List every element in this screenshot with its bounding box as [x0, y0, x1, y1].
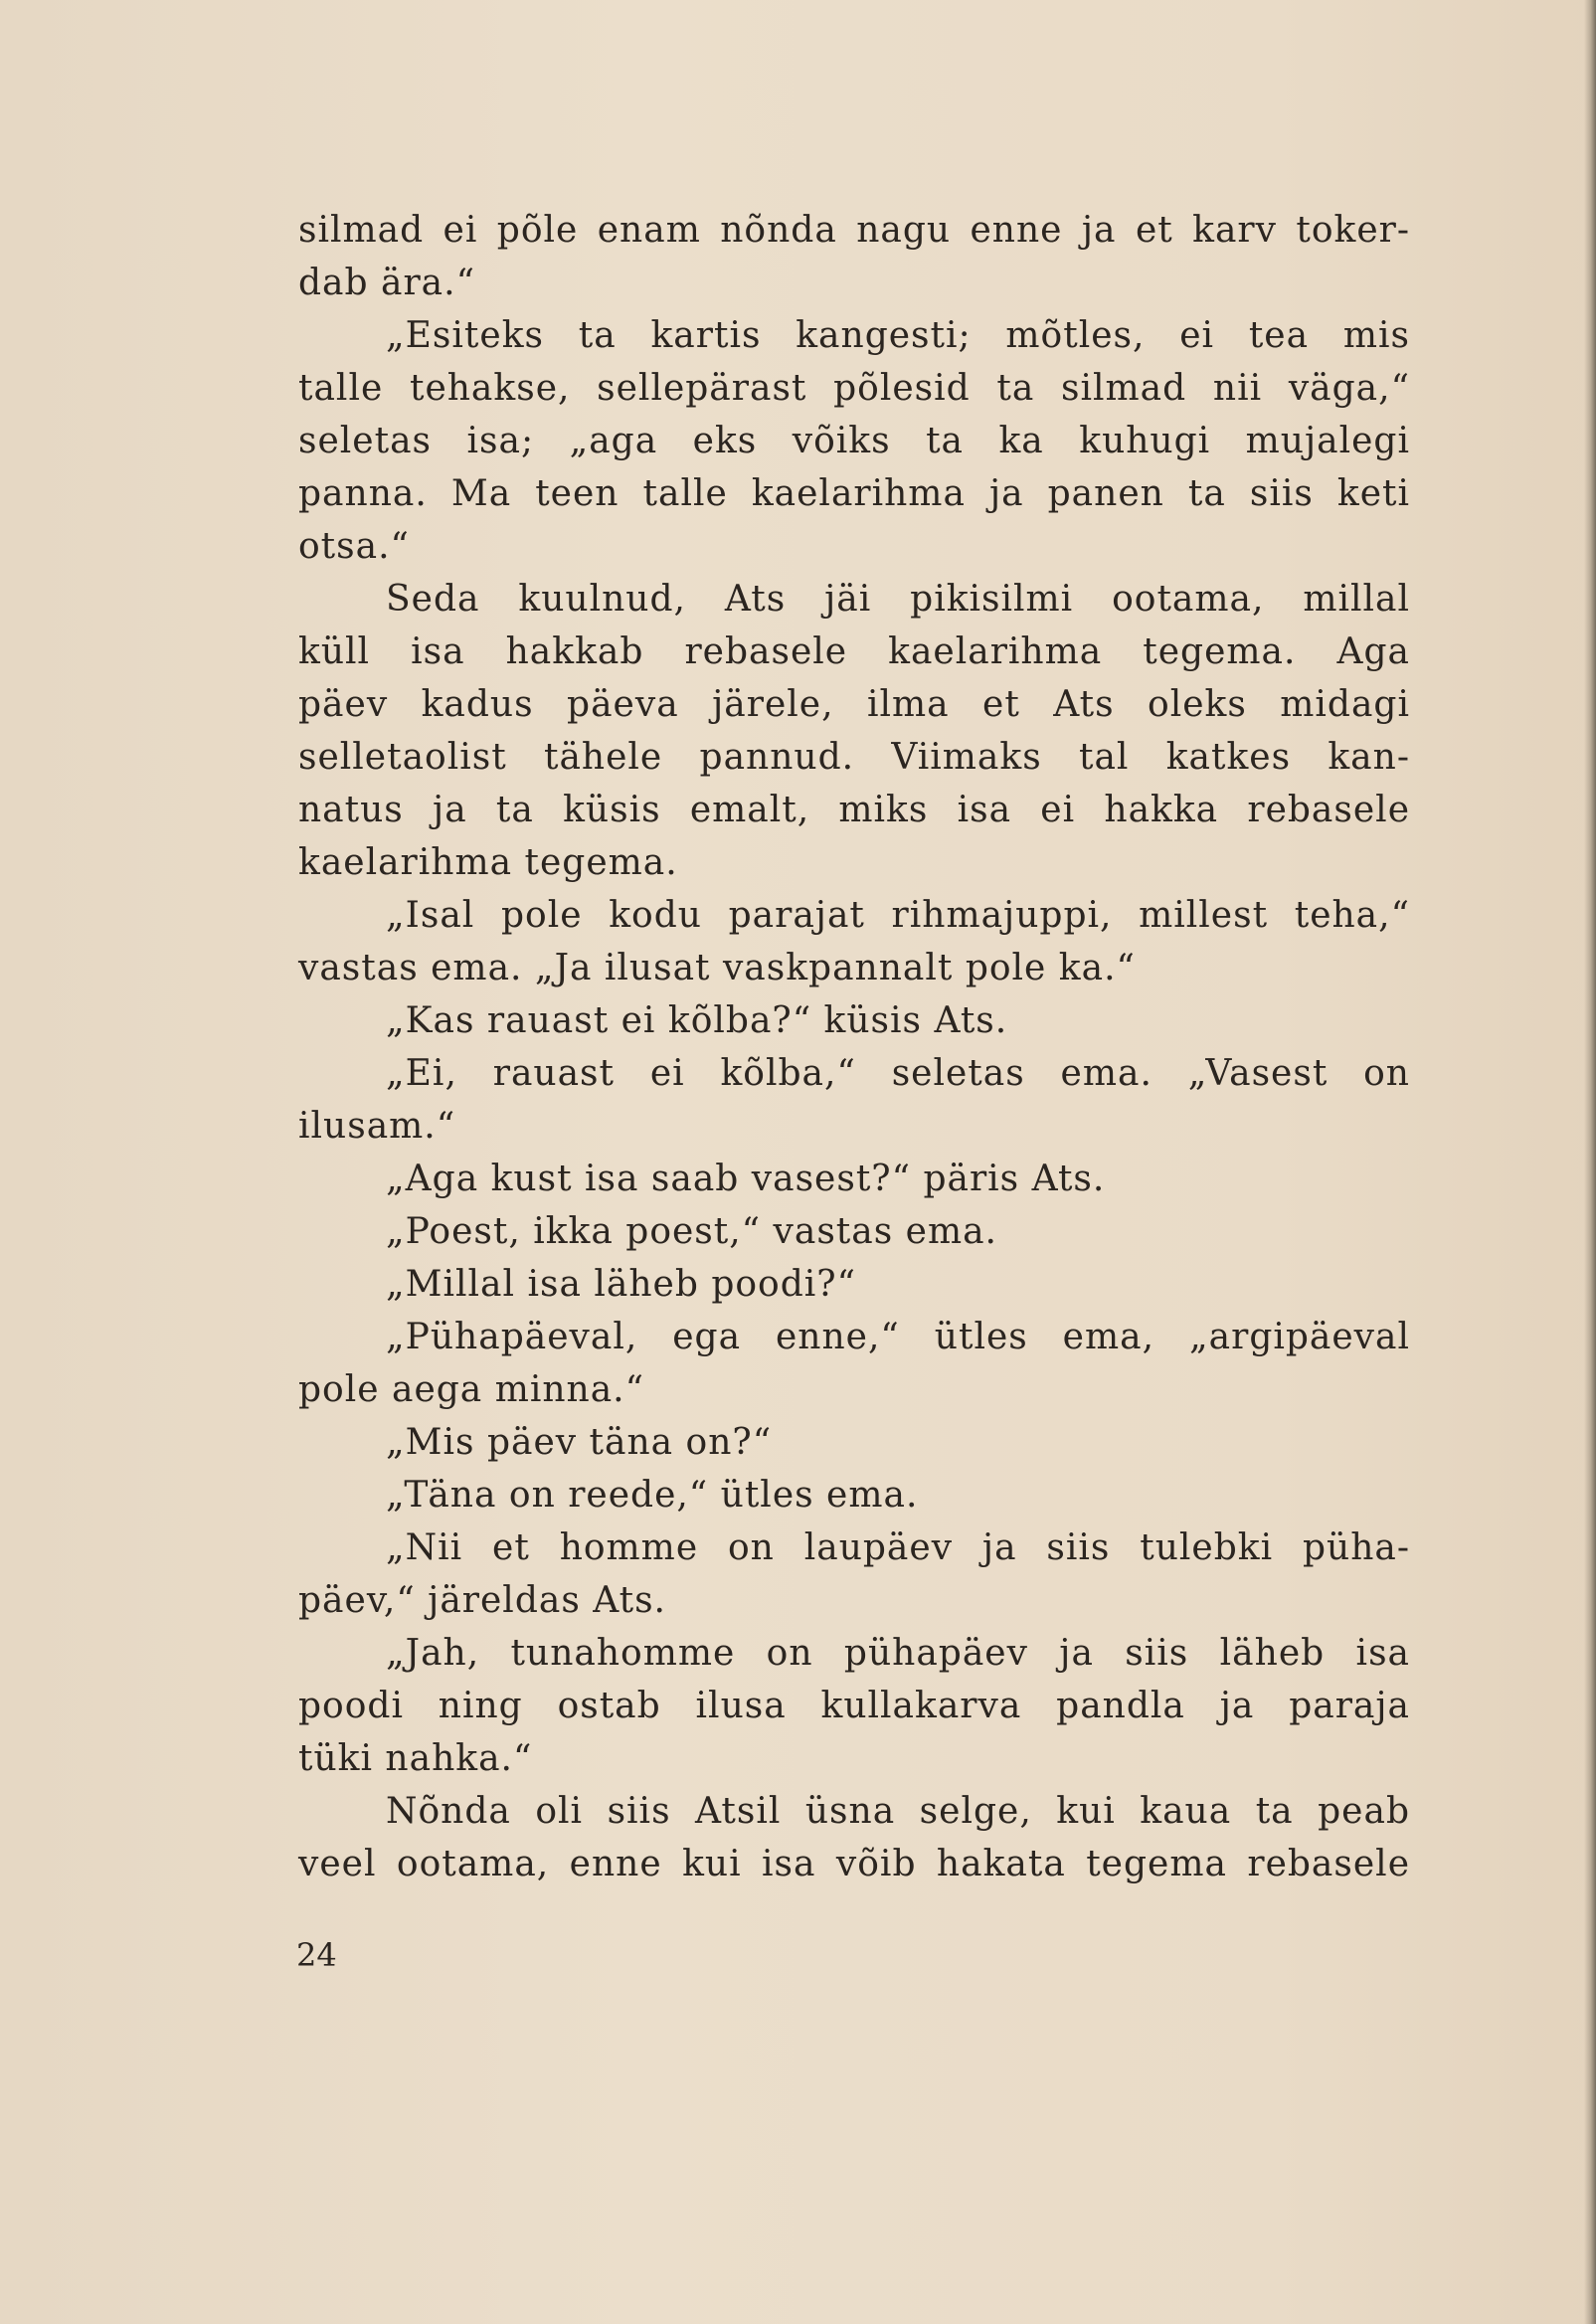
- text-line: kaelarihma tegema.: [298, 842, 678, 883]
- text-line: natus ja ta küsis emalt, miks isa ei hakka rebasele: [298, 790, 1410, 830]
- text-line: Nõnda oli siis Atsil üsna selge, kui kaua ta peab: [386, 1791, 1410, 1832]
- text-line: vastas ema. „Ja ilusat vaskpannalt pole ka.“: [298, 948, 1136, 988]
- text-line: tüki nahka.“: [298, 1738, 533, 1779]
- text-line: „Ei, rauast ei kõlba,“ seletas ema. „Vasest on: [386, 1053, 1410, 1094]
- text-line: talle tehakse, sellepärast põlesid ta silmad nii väga,“: [298, 368, 1410, 409]
- text-line: „Pühapäeval, ega enne,“ ütles ema, „argipäeval: [386, 1317, 1410, 1357]
- text-line: „Mis päev täna on?“: [386, 1422, 773, 1463]
- text-line: „Esiteks ta kartis kangesti; mõtles, ei tea mis: [386, 315, 1410, 356]
- text-line: seletas isa; „aga eks võiks ta ka kuhugi mujalegi: [298, 421, 1410, 461]
- text-line: dab ära.“: [298, 263, 475, 303]
- page-number: 24: [296, 1936, 337, 1974]
- text-line: otsa.“: [298, 526, 410, 567]
- text-line: silmad ei põle enam nõnda nagu enne ja et karv toker-: [298, 210, 1410, 251]
- text-line: Seda kuulnud, Ats jäi pikisilmi ootama, millal: [386, 579, 1410, 620]
- text-line: pole aega minna.“: [298, 1369, 645, 1410]
- text-line: päev kadus päeva järele, ilma et Ats oleks midagi: [298, 684, 1410, 725]
- text-line: „Kas rauast ei kõlba?“ küsis Ats.: [386, 1000, 1008, 1041]
- text-line: „Nii et homme on laupäev ja siis tulebki püha-: [386, 1527, 1410, 1568]
- text-line: „Poest, ikka poest,“ vastas ema.: [386, 1211, 997, 1252]
- text-line: „Aga kust isa saab vasest?“ päris Ats.: [386, 1159, 1106, 1199]
- text-line: „Jah, tunahomme on pühapäev ja siis läheb isa: [386, 1633, 1410, 1674]
- text-line: ilusam.“: [298, 1106, 456, 1147]
- text-line: veel ootama, enne kui isa võib hakata tegema rebasele: [298, 1844, 1410, 1884]
- body-text: [298, 204, 1410, 1890]
- text-line: päev,“ järeldas Ats.: [298, 1580, 666, 1621]
- text-line: „Millal isa läheb poodi?“: [386, 1264, 856, 1305]
- text-line: poodi ning ostab ilusa kullakarva pandla ja paraja: [298, 1686, 1410, 1726]
- text-line: „Täna on reede,“ ütles ema.: [386, 1475, 919, 1516]
- page-edge-shadow: [1584, 0, 1596, 2324]
- text-line: panna. Ma teen talle kaelarihma ja panen ta siis keti: [298, 473, 1410, 514]
- text-line: küll isa hakkab rebasele kaelarihma tegema. Aga: [298, 631, 1410, 672]
- text-line: selletaolist tähele pannud. Viimaks tal katkes kan-: [298, 737, 1410, 778]
- text-line: „Isal pole kodu parajat rihmajuppi, millest teha,“: [386, 895, 1410, 936]
